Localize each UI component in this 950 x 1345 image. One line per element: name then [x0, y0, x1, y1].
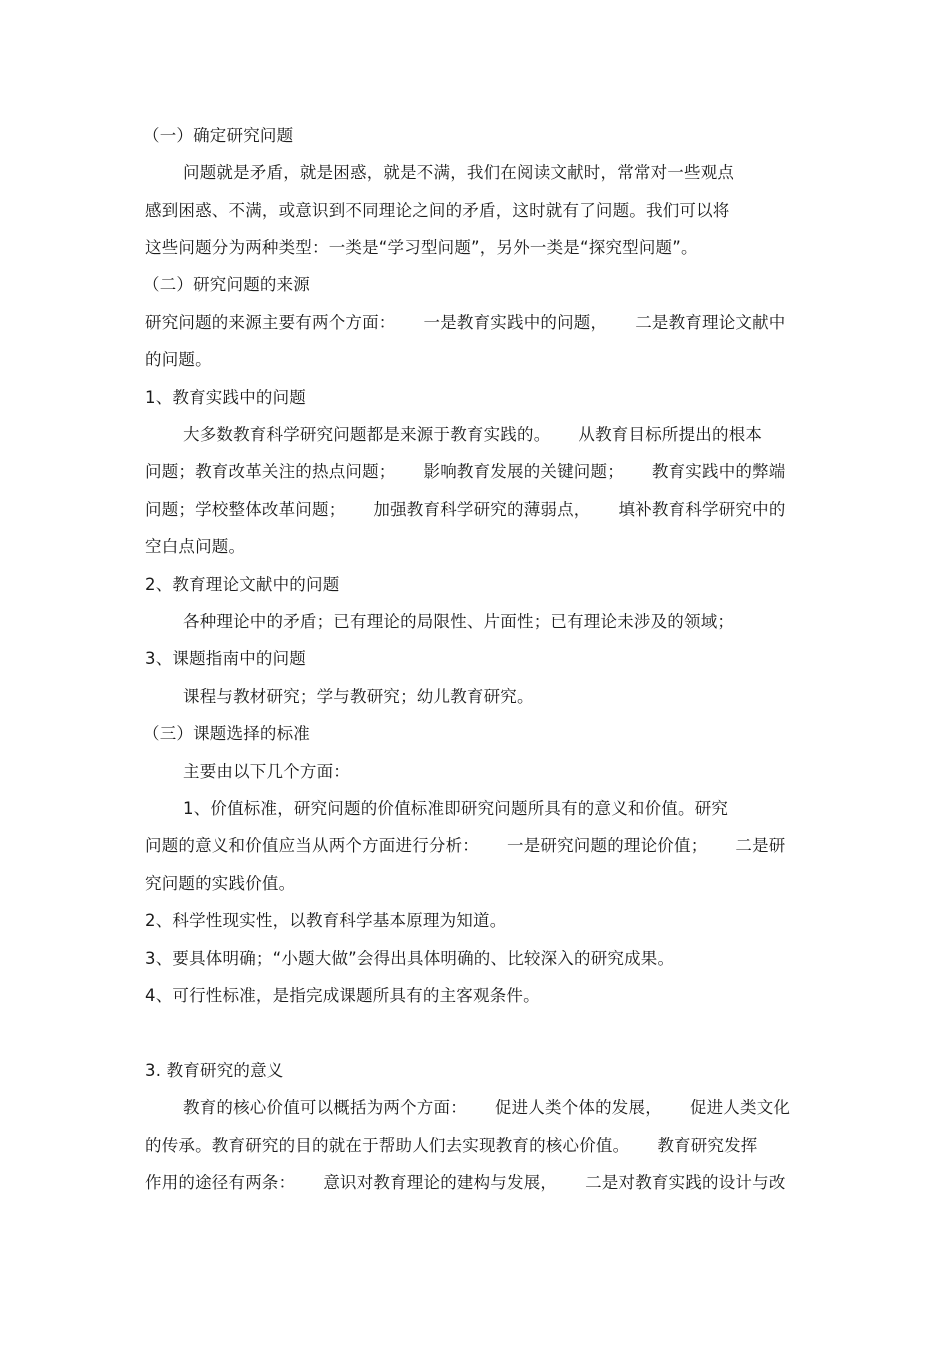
- paragraph-line: 这些问题分为两种类型：一类是“学习型问题”，另外一类是“探究型问题”。: [145, 238, 698, 257]
- paragraph-line: 的传承。教育研究的目的就在于帮助人们去实现教育的核心价值。 教育研究发挥: [145, 1136, 758, 1155]
- list-item: 2、科学性现实性，以教育科学基本原理为知道。: [145, 911, 507, 930]
- paragraph-line: 问题的意义和价值应当从两个方面进行分析： 一是研究问题的理论价值； 二是研: [145, 836, 786, 855]
- section-heading-1: （一）确定研究问题: [143, 126, 294, 145]
- paragraph-line: 究问题的实践价值。: [145, 874, 296, 893]
- list-item: 3、要具体明确；“小题大做”会得出具体明确的、比较深入的研究成果。: [145, 949, 675, 968]
- paragraph-line: 主要由以下几个方面：: [183, 762, 350, 781]
- list-heading-2: 2、教育理论文献中的问题: [145, 575, 340, 594]
- list-item: 4、可行性标准，是指完成课题所具有的主客观条件。: [145, 986, 540, 1005]
- paragraph-line: 大多数教育科学研究问题都是来源于教育实践的。 从教育目标所提出的根本: [183, 425, 763, 444]
- paragraph-line: 课程与教材研究；学与教研究；幼儿教育研究。: [183, 687, 534, 706]
- paragraph-line: 研究问题的来源主要有两个方面： 一是教育实践中的问题， 二是教育理论文献中: [145, 313, 786, 332]
- paragraph-line: 问题就是矛盾，就是困惑，就是不满，我们在阅读文献时，常常对一些观点: [183, 163, 735, 182]
- paragraph-line: 问题；教育改革关注的热点问题； 影响教育发展的关键问题； 教育实践中的弊端: [145, 462, 786, 481]
- paragraph-line: 作用的途径有两条： 意识对教育理论的建构与发展， 二是对教育实践的设计与改: [145, 1173, 786, 1192]
- section-heading-4: 3. 教育研究的意义: [145, 1061, 284, 1080]
- paragraph-line: 空白点问题。: [145, 537, 246, 556]
- paragraph-line: 1、价值标准，研究问题的价值标准即研究问题所具有的意义和价值。研究: [183, 799, 729, 818]
- list-heading-3: 3、课题指南中的问题: [145, 649, 306, 668]
- list-heading-1: 1、教育实践中的问题: [145, 388, 306, 407]
- section-heading-2: （二）研究问题的来源: [143, 275, 310, 294]
- paragraph-line: 问题；学校整体改革问题； 加强教育科学研究的薄弱点， 填补教育科学研究中的: [145, 500, 786, 519]
- paragraph-line: 各种理论中的矛盾；已有理论的局限性、片面性；已有理论未涉及的领域；: [183, 612, 735, 631]
- paragraph-line: 的问题。: [145, 350, 212, 369]
- paragraph-line: 教育的核心价值可以概括为两个方面： 促进人类个体的发展， 促进人类文化: [183, 1098, 791, 1117]
- section-heading-3: （三）课题选择的标准: [143, 724, 310, 743]
- paragraph-line: 感到困惑、不满，或意识到不同理论之间的矛盾，这时就有了问题。我们可以将: [145, 201, 730, 220]
